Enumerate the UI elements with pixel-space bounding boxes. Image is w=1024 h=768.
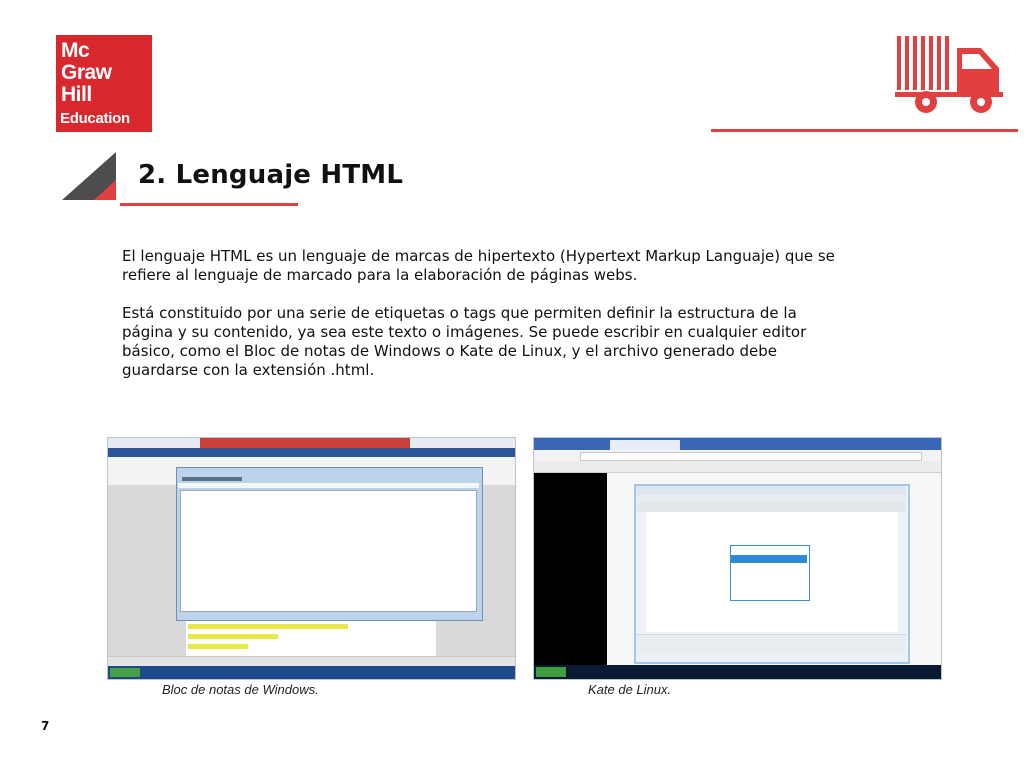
delivery-truck-icon bbox=[895, 36, 1005, 116]
browser-bookmarks-bar bbox=[534, 461, 941, 473]
highlighted-text-1 bbox=[188, 624, 348, 629]
logo-line-1: Mc bbox=[61, 39, 90, 62]
logo-line-4: Education bbox=[60, 110, 130, 127]
notepad-screenshot bbox=[107, 437, 516, 680]
kate-title-bar bbox=[636, 486, 906, 495]
header-divider bbox=[711, 129, 1018, 132]
word-ribbon-tabs bbox=[108, 448, 515, 457]
slide-title: 2. Lenguaje HTML bbox=[138, 160, 404, 190]
logo-line-2: Graw bbox=[61, 61, 112, 84]
dark-side-panel bbox=[534, 473, 607, 665]
kate-switcher-selected bbox=[731, 555, 807, 563]
highlighted-text-2 bbox=[188, 634, 278, 639]
notepad-window-title bbox=[182, 477, 242, 481]
logo-line-3: Hill bbox=[61, 83, 92, 106]
word-title-bar bbox=[200, 438, 410, 448]
caption-notepad: Bloc de notas de Windows. bbox=[162, 682, 319, 697]
kate-document-switcher bbox=[730, 545, 810, 601]
kate-tab-bar bbox=[636, 503, 906, 512]
kate-status-bar bbox=[636, 634, 906, 655]
paragraph-details: Está constituido por una serie de etiquetas o tags que permiten definir la estructura de la página y su contenido, ya sea este texto o imágenes. Se puede escribir en cualquier editor básico, como el Bloc de notas de Windows o Kate de Linux, y el archivo generado debe guardarse con la extensión .html. bbox=[122, 304, 807, 379]
highlighted-text-3 bbox=[188, 644, 248, 649]
browser-active-tab bbox=[610, 440, 680, 450]
kate-menu-bar bbox=[636, 495, 906, 503]
page-number: 7 bbox=[41, 719, 50, 733]
browser-address-bar bbox=[580, 452, 922, 461]
caption-kate: Kate de Linux. bbox=[588, 682, 672, 697]
body-text bbox=[122, 247, 842, 399]
notepad-text-area bbox=[180, 490, 477, 612]
title-decoration bbox=[60, 150, 130, 206]
paragraph-intro: El lenguaje HTML es un lenguaje de marcas de hipertexto (Hypertext Markup Languaje) que se refiere al lenguaje de marcado para la elaboración de páginas webs. bbox=[122, 247, 835, 284]
mcgraw-hill-logo bbox=[56, 35, 152, 132]
start-button bbox=[110, 668, 140, 677]
browser-tab-strip bbox=[534, 438, 941, 450]
notepad-menu-bar bbox=[178, 483, 479, 488]
start-button bbox=[536, 667, 566, 677]
kate-screenshot bbox=[533, 437, 942, 680]
desktop-taskbar bbox=[534, 665, 941, 679]
title-underline bbox=[120, 203, 298, 206]
windows-taskbar bbox=[108, 666, 515, 679]
